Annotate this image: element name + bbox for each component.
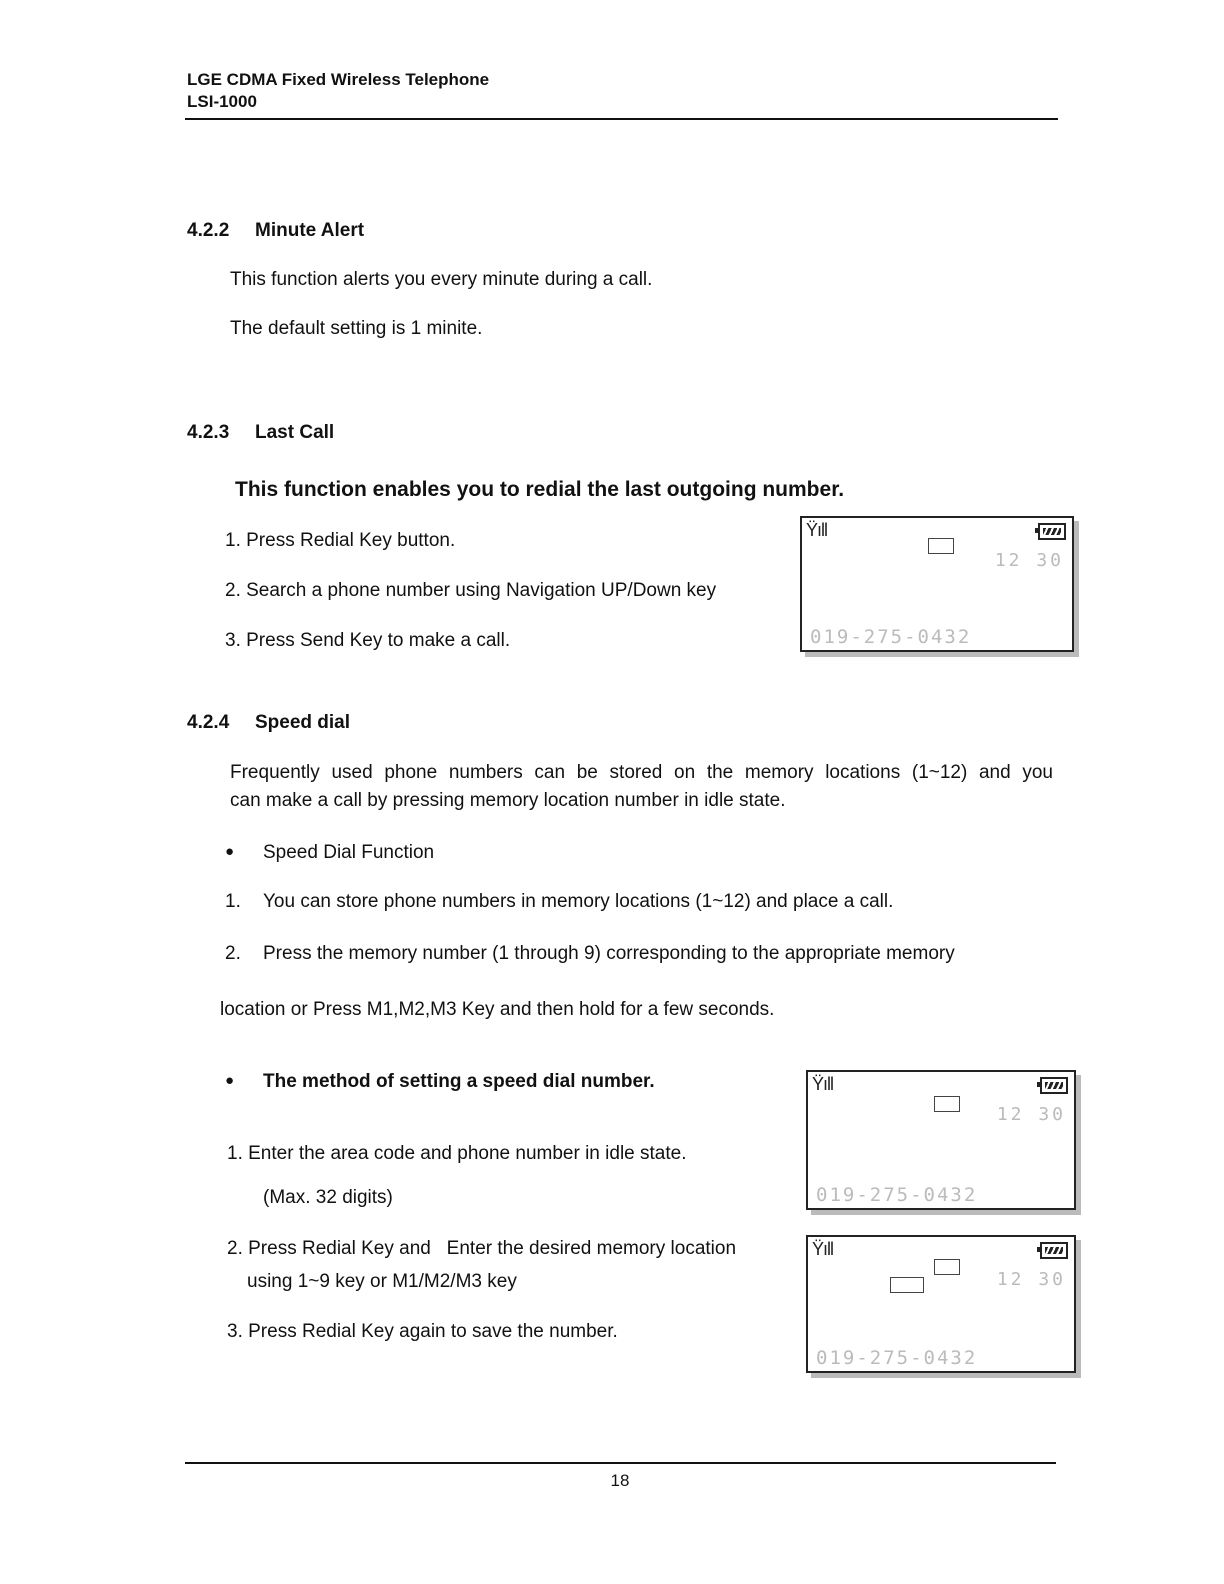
setting-step-1-note: (Max. 32 digits): [263, 1187, 393, 1208]
battery-icon: [1040, 1242, 1068, 1259]
speed-dial-list-item-2-cont: location or Press M1,M2,M3 Key and then hold for a few seconds.: [220, 999, 775, 1020]
setting-step-3: 3. Press Redial Key again to save the number.: [227, 1321, 618, 1342]
speed-dial-description-line-1: Frequently used phone numbers can be stored on the memory locations (1~12) and you: [230, 762, 1053, 783]
doc-header-title: LGE CDMA Fixed Wireless Telephone: [187, 70, 490, 89]
section-title: Last Call: [255, 422, 335, 443]
section-number: 4.2.3: [187, 422, 230, 443]
section-title: Minute Alert: [255, 220, 365, 241]
lcd-time: 12 30: [996, 1269, 1066, 1290]
message-icon: [934, 1259, 960, 1275]
section-title: Speed dial: [255, 712, 351, 733]
lcd-phone-number: 019-275-0432: [816, 1347, 978, 1369]
last-call-step-2: 2. Search a phone number using Navigation UP/Down key: [225, 580, 717, 601]
lcd-time: 12 30: [996, 1104, 1066, 1125]
setting-step-2: 2. Press Redial Key and Enter the desired memory location: [227, 1238, 737, 1259]
minute-alert-default: The default setting is 1 minite.: [230, 318, 483, 339]
signal-strength-icon: Ÿıll: [812, 1074, 834, 1094]
lcd-phone-number: 019-275-0432: [810, 626, 972, 648]
minute-alert-description: This function alerts you every minute during a call.: [230, 269, 653, 290]
last-call-step-3: 3. Press Send Key to make a call.: [225, 630, 511, 651]
signal-strength-icon: Ÿıll: [812, 1239, 834, 1259]
section-heading-speed-dial: [187, 712, 350, 734]
battery-icon: [1038, 523, 1066, 540]
section-heading-last-call: [187, 422, 334, 444]
memory-slot-icon: [890, 1277, 924, 1293]
footer-rule: [185, 1462, 1056, 1464]
last-call-intro: This function enables you to redial the last outgoing number.: [235, 478, 845, 501]
message-icon: [928, 538, 954, 554]
lcd-display-redial: [800, 516, 1074, 652]
speed-dial-function-label: Speed Dial Function: [263, 842, 435, 863]
bullet-icon: ●: [225, 1072, 235, 1089]
section-heading-minute-alert: [187, 220, 364, 242]
speed-dial-list-item-2: Press the memory number (1 through 9) corresponding to the appropriate memory: [263, 943, 955, 964]
doc-header-model: LSI-1000: [187, 92, 257, 111]
last-call-step-1: 1. Press Redial Key button.: [225, 530, 456, 551]
page-number: 18: [610, 1471, 630, 1490]
speed-dial-description-line-2: can make a call by pressing memory location number in idle state.: [230, 790, 786, 811]
battery-icon: [1040, 1077, 1068, 1094]
setting-step-2-cont: using 1~9 key or M1/M2/M3 key: [247, 1271, 517, 1292]
section-number: 4.2.2: [187, 220, 230, 241]
lcd-phone-number: 019-275-0432: [816, 1184, 978, 1206]
speed-dial-list-number: 1.: [225, 891, 241, 912]
signal-strength-icon: Ÿıll: [806, 520, 828, 540]
header-rule: [185, 118, 1058, 120]
section-number: 4.2.4: [187, 712, 230, 733]
setting-step-1: 1. Enter the area code and phone number in idle state.: [227, 1143, 687, 1164]
message-icon: [934, 1096, 960, 1112]
lcd-display-idle: [806, 1070, 1076, 1210]
speed-dial-list-number: 2.: [225, 943, 241, 964]
bullet-icon: ●: [225, 843, 235, 860]
speed-dial-list-item-1: You can store phone numbers in memory locations (1~12) and place a call.: [263, 891, 894, 912]
lcd-time: 12 30: [994, 550, 1064, 571]
lcd-display-memory: [806, 1235, 1076, 1373]
speed-dial-method-heading: The method of setting a speed dial number.: [263, 1071, 655, 1092]
